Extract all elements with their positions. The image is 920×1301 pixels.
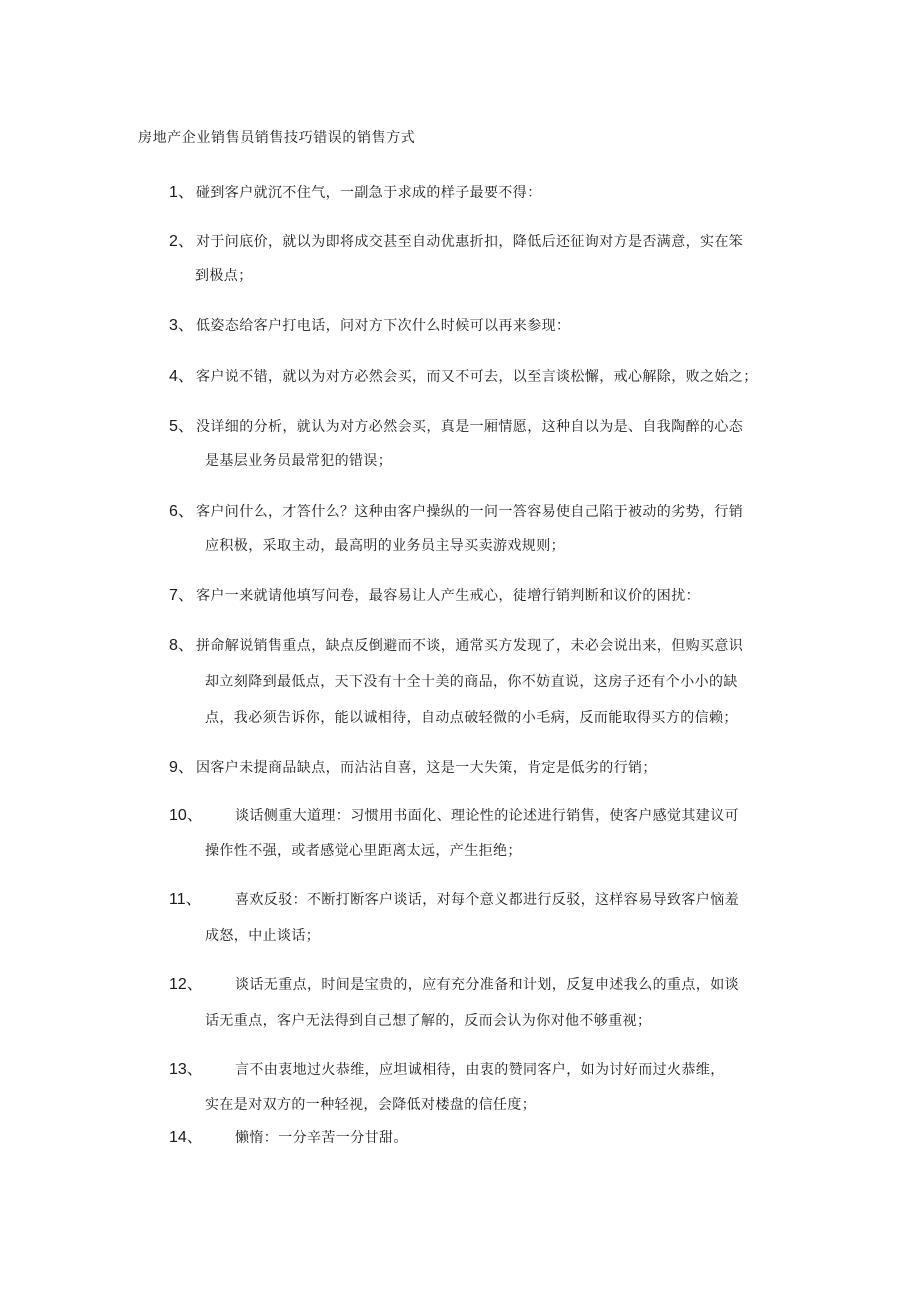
item-number: 4、 [169, 368, 194, 385]
item-number: 13、 [169, 1061, 203, 1078]
document-title: 房地产企业销售员销售技巧错误的销售方式 [138, 130, 416, 146]
item-text-continued: 话无重点，客户无法得到自己想了解的，反而会认为你对他不够重视； [205, 1013, 652, 1029]
item-number: 11、 [169, 891, 202, 908]
item-text-continued: 操作性不强，或者感觉心里距离太远，产生拒绝； [205, 843, 522, 859]
item-text: 言不由衷地过火恭维，应坦诚相待，由衷的赞同客户，如为讨好而过火恭维， [235, 1062, 725, 1078]
item-text-continued: 实在是对双方的一种轻视，会降低对楼盘的信任度； [205, 1097, 537, 1113]
item-number: 6、 [169, 503, 194, 520]
item-text-continued: 应积极，采取主动，最高明的业务员主导买卖游戏规则； [205, 538, 565, 554]
item-text: 谈话无重点，时间是宝贵的，应有充分准备和计划，反复申述我么的重点，如谈 [235, 977, 739, 993]
item-text-continued: 成怒，中止谈话； [205, 928, 321, 944]
item-number: 8、 [169, 637, 194, 654]
item-text: 客户说不错，就以为对方必然会买，而又不可去，以至言谈松懈，戒心解除，败之始之； [196, 369, 758, 385]
item-number: 14、 [169, 1129, 203, 1146]
item-number: 7、 [169, 587, 194, 604]
item-number: 5、 [169, 418, 194, 435]
item-text: 喜欢反驳：不断打断客户谈话，对每个意义都进行反驳，这样容易导致客户恼羞 [235, 892, 739, 908]
item-text: 低姿态给客户打电话，问对方下次什么时候可以再来参现： [196, 318, 571, 334]
item-text: 谈话侧重大道理：习惯用书面化、理论性的论述进行销售，使客户感觉其建议可 [235, 808, 739, 824]
item-text-continued: 是基层业务员最常犯的错误； [205, 453, 393, 469]
item-number: 10、 [169, 807, 203, 824]
item-text: 对于问底价，就以为即将成交甚至自动优惠折扣，降低后还征询对方是否满意，实在笨 [196, 234, 744, 250]
item-number: 12、 [169, 976, 203, 993]
item-text: 拼命解说销售重点，缺点反倒避而不谈，通常买方发现了，未必会说出来，但购买意识 [196, 638, 744, 654]
item-text: 客户一来就请他填写问卷，最容易让人产生戒心，徒增行销判断和议价的困扰： [196, 588, 700, 604]
item-text-continued: 点，我必须告诉你，能以诚相待，自动点破轻微的小毛病，反而能取得买方的信赖； [205, 710, 738, 726]
item-text: 因客户未提商品缺点，而沾沾自喜，这是一大失策，肯定是低劣的行销； [196, 760, 657, 776]
item-text: 没详细的分析，就认为对方必然会买，真是一厢情愿，这种自以为是、自我陶醉的心态 [196, 419, 744, 435]
item-text-continued: 到极点； [195, 268, 253, 284]
item-number: 1、 [169, 184, 194, 201]
item-number: 2、 [169, 233, 194, 250]
item-text: 客户问什么，才答什么？这种由客户操纵的一问一答容易使自己陷于被动的劣势，行销 [196, 504, 744, 520]
item-text-continued: 却立刻降到最低点，天下没有十全十美的商品，你不妨直说，这房子还有个小小的缺 [205, 674, 738, 690]
item-text: 懒惰：一分辛苦一分甘甜。 [235, 1130, 408, 1146]
item-number: 9、 [169, 759, 194, 776]
item-text: 碰到客户就沉不住气，一副急于求成的样子最要不得： [196, 185, 542, 201]
item-number: 3、 [169, 317, 194, 334]
